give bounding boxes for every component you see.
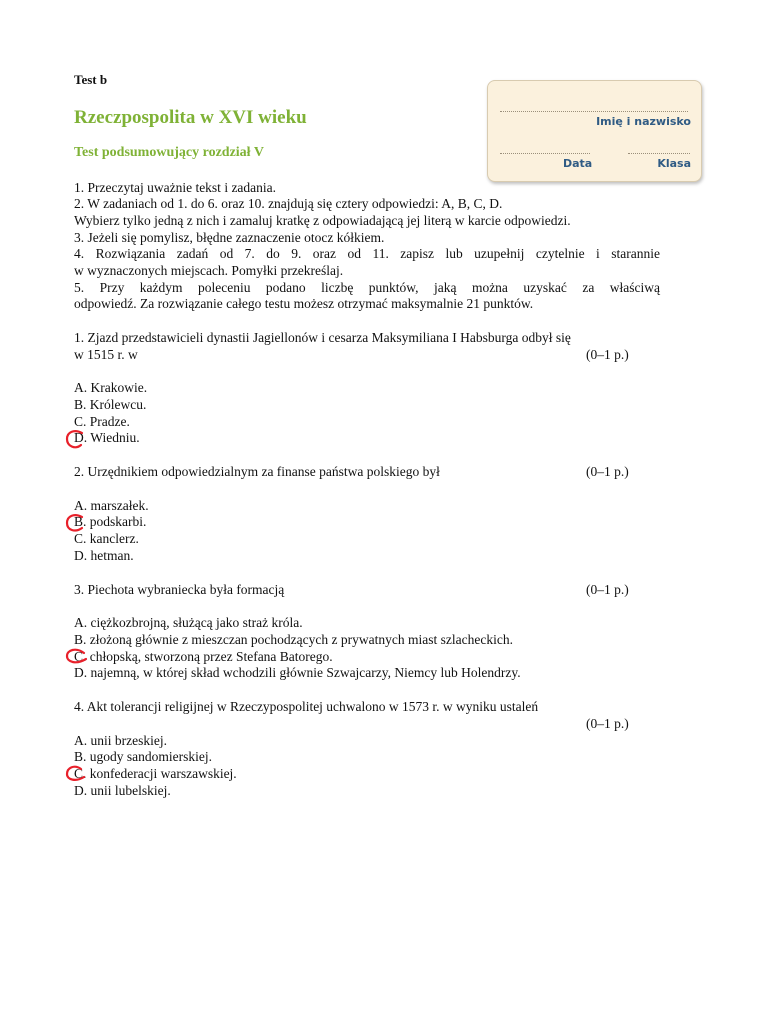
option-3d[interactable]: D. najemną, w której skład wchodzili głównie Szwajcarzy, Niemcy lub Holendrzy. — [74, 665, 521, 680]
student-info-box — [487, 80, 702, 182]
name-label: Imię i nazwisko — [596, 115, 691, 128]
instruction-line: odpowiedź. Za rozwiązanie całego testu możesz otrzymać maksymalnie 21 punktów. — [74, 296, 534, 311]
option-1b[interactable]: B. Królewcu. — [74, 397, 147, 412]
option-2c[interactable]: C. kanclerz. — [74, 531, 139, 546]
question-4-text: 4. Akt tolerancji religijnej w Rzeczypospolitej uchwalono w 1573 r. w wyniku ustaleń — [74, 699, 539, 714]
instruction-line: 5. Przy każdym poleceniu podano liczbę punktów, jaką można uzyskać za właściwą — [74, 280, 660, 295]
instruction-line: 2. W zadaniach od 1. do 6. oraz 10. znajdują się cztery odpowiedzi: A, B, C, D. — [74, 196, 503, 211]
answer-circle-mark-4 — [64, 764, 90, 786]
page-subtitle: Test podsumowujący rozdział V — [74, 145, 264, 160]
option-4a[interactable]: A. unii brzeskiej. — [74, 733, 167, 748]
class-field-line[interactable] — [628, 153, 690, 154]
instruction-line: 3. Jeżeli się pomylisz, błędne zaznaczenie otocz kółkiem. — [74, 230, 385, 245]
option-4b[interactable]: B. ugody sandomierskiej. — [74, 749, 212, 764]
question-1-text: w 1515 r. w — [74, 347, 138, 362]
option-2b[interactable]: B. podskarbi. — [74, 514, 147, 529]
option-3c[interactable]: C. chłopską, stworzoną przez Stefana Batorego. — [74, 649, 333, 664]
date-field-line[interactable] — [500, 153, 590, 154]
answer-circle-mark-1 — [64, 428, 90, 450]
question-3-points: (0–1 p.) — [586, 582, 629, 597]
option-3b[interactable]: B. złożoną głównie z mieszczan pochodzących z prywatnych miast szlacheckich. — [74, 632, 513, 647]
question-1-points: (0–1 p.) — [586, 347, 629, 362]
name-field-line[interactable] — [500, 111, 688, 112]
option-4c[interactable]: C. konfederacji warszawskiej. — [74, 766, 237, 781]
option-1c[interactable]: C. Pradze. — [74, 414, 130, 429]
page-title: Rzeczpospolita w XVI wieku — [74, 107, 307, 128]
instruction-line: w wyznaczonych miejscach. Pomyłki przekreślaj. — [74, 263, 344, 278]
option-2a[interactable]: A. marszałek. — [74, 498, 149, 513]
answer-circle-mark-3 — [64, 647, 90, 669]
answer-circle-mark-2 — [64, 512, 90, 534]
class-label: Klasa — [657, 157, 691, 170]
option-1d[interactable]: D. Wiedniu. — [74, 430, 140, 445]
question-1-text: 1. Zjazd przedstawicieli dynastii Jagiellonów i cesarza Maksymiliana I Habsburga odbył się — [74, 330, 571, 345]
date-label: Data — [563, 157, 593, 170]
instruction-line: 4. Rozwiązania zadań od 7. do 9. oraz od 11. zapisz lub uzupełnij czytelnie i starannie — [74, 246, 660, 261]
question-4-points: (0–1 p.) — [586, 716, 629, 731]
instruction-line: 1. Przeczytaj uważnie tekst i zadania. — [74, 180, 277, 195]
question-2-points: (0–1 p.) — [586, 464, 629, 479]
question-2-text: 2. Urzędnikiem odpowiedzialnym za finanse państwa polskiego był — [74, 464, 440, 479]
option-3a[interactable]: A. ciężkozbrojną, służącą jako straż króla. — [74, 615, 303, 630]
instruction-line: Wybierz tylko jedną z nich i zamaluj kratkę z odpowiadającą jej literą w karcie odpowiedzi. — [74, 213, 571, 228]
option-4d[interactable]: D. unii lubelskiej. — [74, 783, 171, 798]
option-1a[interactable]: A. Krakowie. — [74, 380, 148, 395]
option-2d[interactable]: D. hetman. — [74, 548, 134, 563]
question-3-text: 3. Piechota wybraniecka była formacją — [74, 582, 285, 597]
test-label: Test b — [74, 72, 108, 87]
